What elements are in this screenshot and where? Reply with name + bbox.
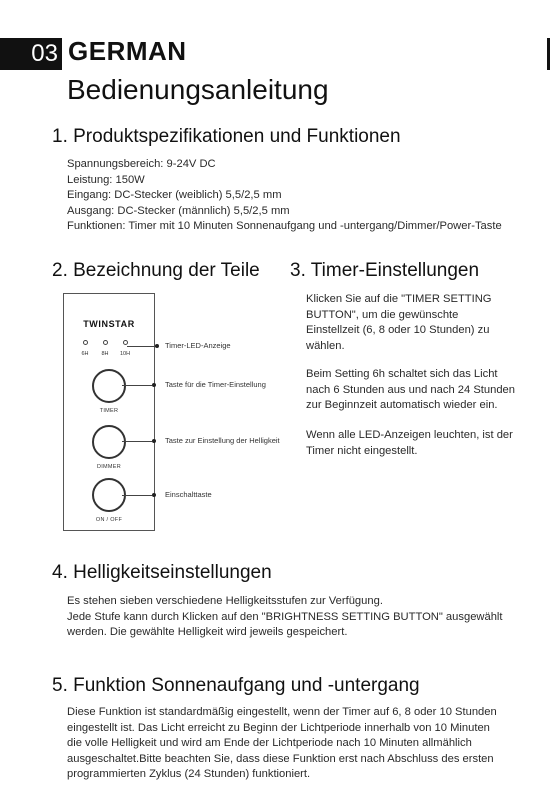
text-line: eingestellt ist. Das Licht erreicht zu Beginn der Lichtperiode innerhalb von 10 Minuten	[67, 721, 490, 734]
callout-dot-icon	[152, 493, 156, 497]
spec-line: Leistung: 150W	[67, 173, 145, 186]
led-label: 6H	[81, 351, 89, 357]
spec-list	[67, 157, 502, 235]
callout-dimmer-button: Taste zur Einstellung der Helligkeit	[165, 436, 280, 445]
spec-line: Eingang: DC-Stecker (weiblich) 5,5/2,5 mm	[67, 189, 282, 201]
text-line: ausgeschaltet.Bitte beachten Sie, dass diese Funktion erst nach Abschluss des ersten	[67, 752, 494, 765]
led-label: 8H	[101, 351, 109, 357]
power-button-icon	[92, 478, 126, 512]
section-5-title: 5. Funktion Sonnenaufgang und -untergang	[52, 675, 420, 696]
brightness-text	[67, 594, 503, 641]
section-1-title: 1. Produktspezifikationen und Funktionen	[52, 126, 401, 147]
callout-timer-button: Taste für die Timer-Einstellung	[165, 380, 266, 389]
text-line: Beim Setting 6h schaltet sich das Licht	[306, 368, 498, 380]
led-10h-icon	[123, 340, 128, 345]
dimmer-button-icon	[92, 425, 126, 459]
text-line: nach 6 Stunden aus und nach 24 Stunden	[306, 383, 516, 396]
text-line: Jede Stufe kann durch Klicken auf den "BRIGHTNESS SETTING BUTTON" ausgewählt	[67, 610, 503, 623]
timer-button-icon	[92, 369, 126, 403]
timer-button-label: TIMER	[99, 408, 119, 414]
text-line: Diese Funktion ist standardmäßig eingestellt, wenn der Timer auf 6, 8 oder 10 Stunden	[67, 706, 497, 718]
callout-line	[122, 385, 152, 386]
timer-paragraph	[306, 292, 492, 354]
led-6h-icon	[83, 340, 88, 345]
text-line: wählen.	[306, 339, 345, 352]
spec-line: Ausgang: DC-Stecker (männlich) 5,5/2,5 mm	[67, 204, 290, 217]
dimmer-button-label: DIMMER	[96, 464, 122, 470]
timer-paragraph	[306, 367, 515, 414]
section-4-title: 4. Helligkeitseinstellungen	[52, 562, 272, 583]
section-number-badge: 03	[0, 38, 62, 70]
text-line: BUTTON", um die gewünschte	[306, 308, 459, 321]
text-line: Einstellzeit (6, 8 oder 10 Stunden) zu	[306, 324, 490, 336]
text-line: Timer nicht eingestellt.	[306, 444, 418, 457]
manual-title: Bedienungsanleitung	[67, 74, 329, 105]
led-8h-icon	[103, 340, 108, 345]
timer-paragraph	[306, 428, 513, 459]
device-brand-label: TWINSTAR	[83, 319, 135, 329]
spec-line: Funktionen: Timer mit 10 Minuten Sonnenaufgang und -untergang/Dimmer/Power-Taste	[67, 220, 502, 232]
callout-line	[122, 441, 152, 442]
spec-line: Spannungsbereich: 9-24V DC	[67, 158, 216, 170]
section-3-title: 3. Timer-Einstellungen	[290, 260, 480, 281]
text-line: werden. Die gewählte Helligkeit wird jeweils gespeichert.	[67, 626, 348, 638]
callout-timer-led: Timer-LED-Anzeige	[165, 341, 231, 350]
section-2-title: 2. Bezeichnung der Teile	[52, 260, 260, 281]
callout-line	[127, 346, 157, 347]
text-line: die volle Helligkeit und wird am Ende der Lichtperiode nach 10 Minuten allmählich	[67, 737, 472, 749]
led-label: 10H	[119, 351, 131, 357]
text-line: Klicken Sie auf die "TIMER SETTING	[306, 293, 492, 305]
power-button-label: ON / OFF	[95, 517, 123, 523]
language-heading: GERMAN	[68, 36, 187, 66]
sunrise-text	[67, 705, 497, 783]
callout-dot-icon	[152, 439, 156, 443]
text-line: programmierten Zyklus (24 Stunden) funktioniert.	[67, 768, 311, 780]
text-line: zur Beginnzeit automatisch wieder ein.	[306, 399, 498, 411]
callout-dot-icon	[152, 383, 156, 387]
callout-dot-icon	[155, 344, 159, 348]
text-line: Wenn alle LED-Anzeigen leuchten, ist der	[306, 429, 513, 441]
callout-line	[122, 495, 152, 496]
text-line: Es stehen sieben verschiedene Helligkeitsstufen zur Verfügung.	[67, 595, 383, 607]
callout-power-button: Einschalttaste	[165, 490, 212, 499]
